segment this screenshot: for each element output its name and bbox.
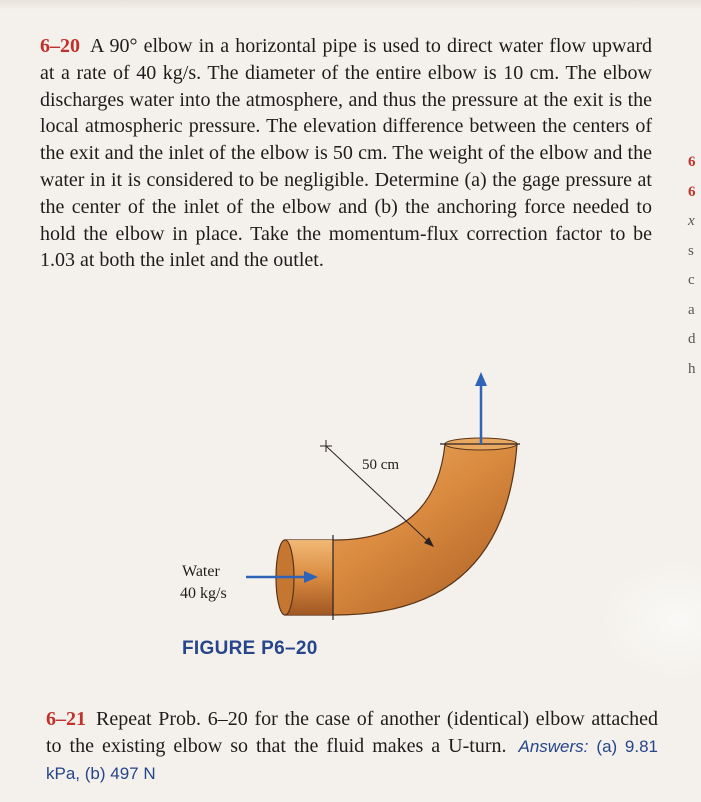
edge-fragment: d — [688, 331, 696, 347]
edge-fragment: a — [688, 301, 695, 318]
water-label: Water — [182, 563, 220, 580]
problem-6-20 — [40, 33, 652, 274]
answers-label: Answers: — [518, 737, 589, 756]
flow-rate-label: 40 kg/s — [180, 585, 227, 602]
edge-fragment: x — [688, 213, 695, 229]
problem-number: 6–20 — [40, 35, 80, 57]
edge-fragment: 6 — [688, 183, 696, 200]
elbow-diagram — [0, 350, 701, 680]
problem-number: 6–21 — [46, 708, 86, 730]
previous-page-edge — [0, 0, 701, 10]
answers-text: (a) 9.81 kPa, (b) 497 N — [46, 737, 659, 783]
edge-fragment: h — [688, 360, 696, 377]
problem-6-21 — [46, 706, 658, 787]
figure-p6-20 — [0, 350, 701, 680]
next-column-edge — [688, 148, 701, 384]
edge-fragment: 6 — [688, 154, 696, 170]
figure-caption: FIGURE P6–20 — [182, 638, 318, 659]
outlet-arrowhead — [475, 372, 487, 386]
problem-text: Repeat Prob. 6–20 for the case of another (identical) elbow attached to the existing elbow so that the fluid makes a U-turn. — [46, 708, 658, 757]
problem-text: A 90° elbow in a horizontal pipe is used to direct water flow upward at a rate of 40 kg/s. The diameter of the entire elbow is 10 cm. The elbow discharges water into the atmosphere, and thus the pressure at the exit is the local atmospheric pressure. The elevation difference between the centers of the exit and the inlet of the elbow is 50 cm. The weight of the elbow and the water in it is considered to be negligible. Determine (a) the gage pressure at the center of the inlet of the elbow and (b) the anchoring force needed to hold the elbow in place. Take the momentum-flux correction factor to be 1.03 at both the inlet and the outlet. — [40, 35, 652, 272]
dimension-label: 50 cm — [362, 457, 400, 473]
edge-fragment: s — [688, 242, 694, 259]
edge-fragment: c — [688, 272, 695, 288]
